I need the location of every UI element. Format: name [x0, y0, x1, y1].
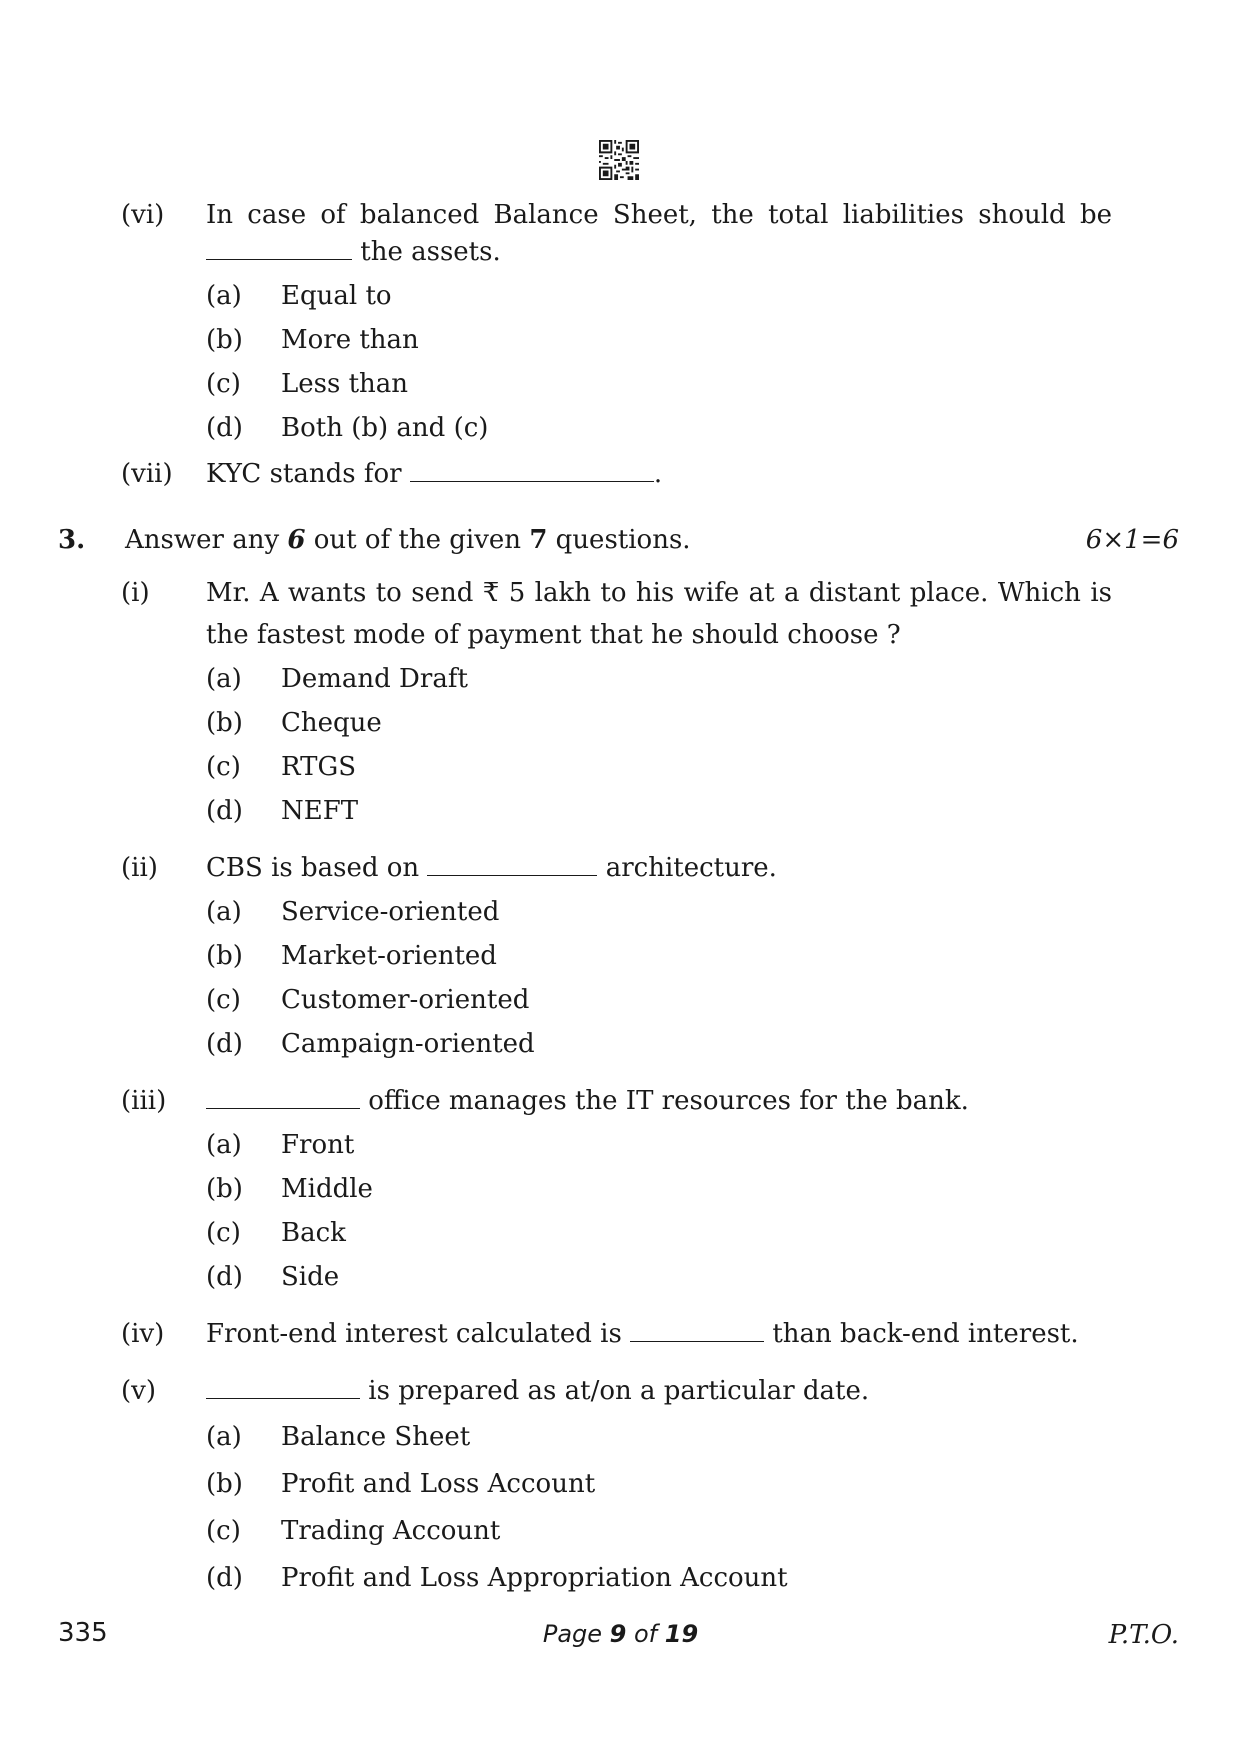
option-label: (a) [206, 664, 242, 694]
question-text-cont: the fastest mode of payment that he should choose ? [206, 620, 901, 650]
question-text: is prepared as at/on a particular date. [206, 1374, 869, 1408]
option-label: (b) [206, 1469, 243, 1499]
option-text: Campaign-oriented [281, 1029, 535, 1059]
question-number: (iv) [121, 1319, 165, 1349]
option-label: (c) [206, 1516, 241, 1546]
question-number: (iii) [121, 1086, 167, 1116]
option-text: More than [281, 325, 419, 355]
answer-blank [427, 851, 597, 876]
marks-label: 6×1=6 [1085, 525, 1179, 555]
option-label: (c) [206, 1218, 241, 1248]
paper-code: 335 [58, 1618, 108, 1648]
question-text: KYC stands for . [206, 459, 663, 489]
option-text: RTGS [281, 752, 357, 782]
option-text: Profit and Loss Account [281, 1469, 596, 1499]
option-label: (a) [206, 897, 242, 927]
question-number: (i) [121, 578, 150, 608]
option-text: Less than [281, 369, 409, 399]
answer-blank [206, 1084, 360, 1109]
question-number: 3. [58, 525, 86, 555]
option-text: Service-oriented [281, 897, 500, 927]
option-text: Middle [281, 1174, 373, 1204]
answer-blank [410, 457, 654, 482]
option-label: (d) [206, 796, 243, 826]
question-text: Mr. A wants to send ₹ 5 lakh to his wife at a distant place. Which is [206, 578, 1112, 608]
option-text: Cheque [281, 708, 382, 738]
page-number: Page 9 of 19 [542, 1620, 699, 1648]
option-label: (c) [206, 985, 241, 1015]
option-label: (d) [206, 1262, 243, 1292]
option-label: (d) [206, 1029, 243, 1059]
option-text: Equal to [281, 281, 392, 311]
option-label: (a) [206, 1130, 242, 1160]
option-text: Trading Account [281, 1516, 501, 1546]
option-text: Demand Draft [281, 664, 468, 694]
question-instruction: Answer any 6 out of the given 7 questions. [125, 525, 691, 555]
option-text: Balance Sheet [281, 1422, 471, 1452]
option-label: (b) [206, 941, 243, 971]
question-text: In case of balanced Balance Sheet, the total liabilities should be [206, 200, 1112, 230]
option-label: (b) [206, 1174, 243, 1204]
question-number: (vii) [121, 459, 173, 489]
option-text: Back [281, 1218, 346, 1248]
pto-label: P.T.O. [1108, 1620, 1179, 1650]
qr-code-icon [599, 140, 639, 180]
option-label: (a) [206, 281, 242, 311]
option-text: Front [281, 1130, 355, 1160]
question-text-cont: the assets. [206, 235, 501, 269]
option-text: Market-oriented [281, 941, 497, 971]
answer-blank [206, 1374, 360, 1399]
answer-blank [630, 1317, 764, 1342]
answer-blank [206, 235, 352, 260]
option-label: (b) [206, 325, 243, 355]
option-label: (c) [206, 369, 241, 399]
option-label: (c) [206, 752, 241, 782]
question-number: (ii) [121, 853, 158, 883]
option-label: (d) [206, 413, 243, 443]
option-label: (d) [206, 1563, 243, 1593]
option-text: Profit and Loss Appropriation Account [281, 1563, 788, 1593]
option-label: (b) [206, 708, 243, 738]
question-number: (v) [121, 1376, 156, 1406]
option-text: Side [281, 1262, 340, 1292]
option-text: Customer-oriented [281, 985, 530, 1015]
question-text: Front-end interest calculated is than back-end interest. [206, 1319, 1079, 1349]
option-text: Both (b) and (c) [281, 413, 489, 443]
option-label: (a) [206, 1422, 242, 1452]
question-number: (vi) [121, 200, 165, 230]
question-text: CBS is based on architecture. [206, 853, 777, 883]
option-text: NEFT [281, 796, 359, 826]
question-text: office manages the IT resources for the bank. [206, 1084, 969, 1118]
